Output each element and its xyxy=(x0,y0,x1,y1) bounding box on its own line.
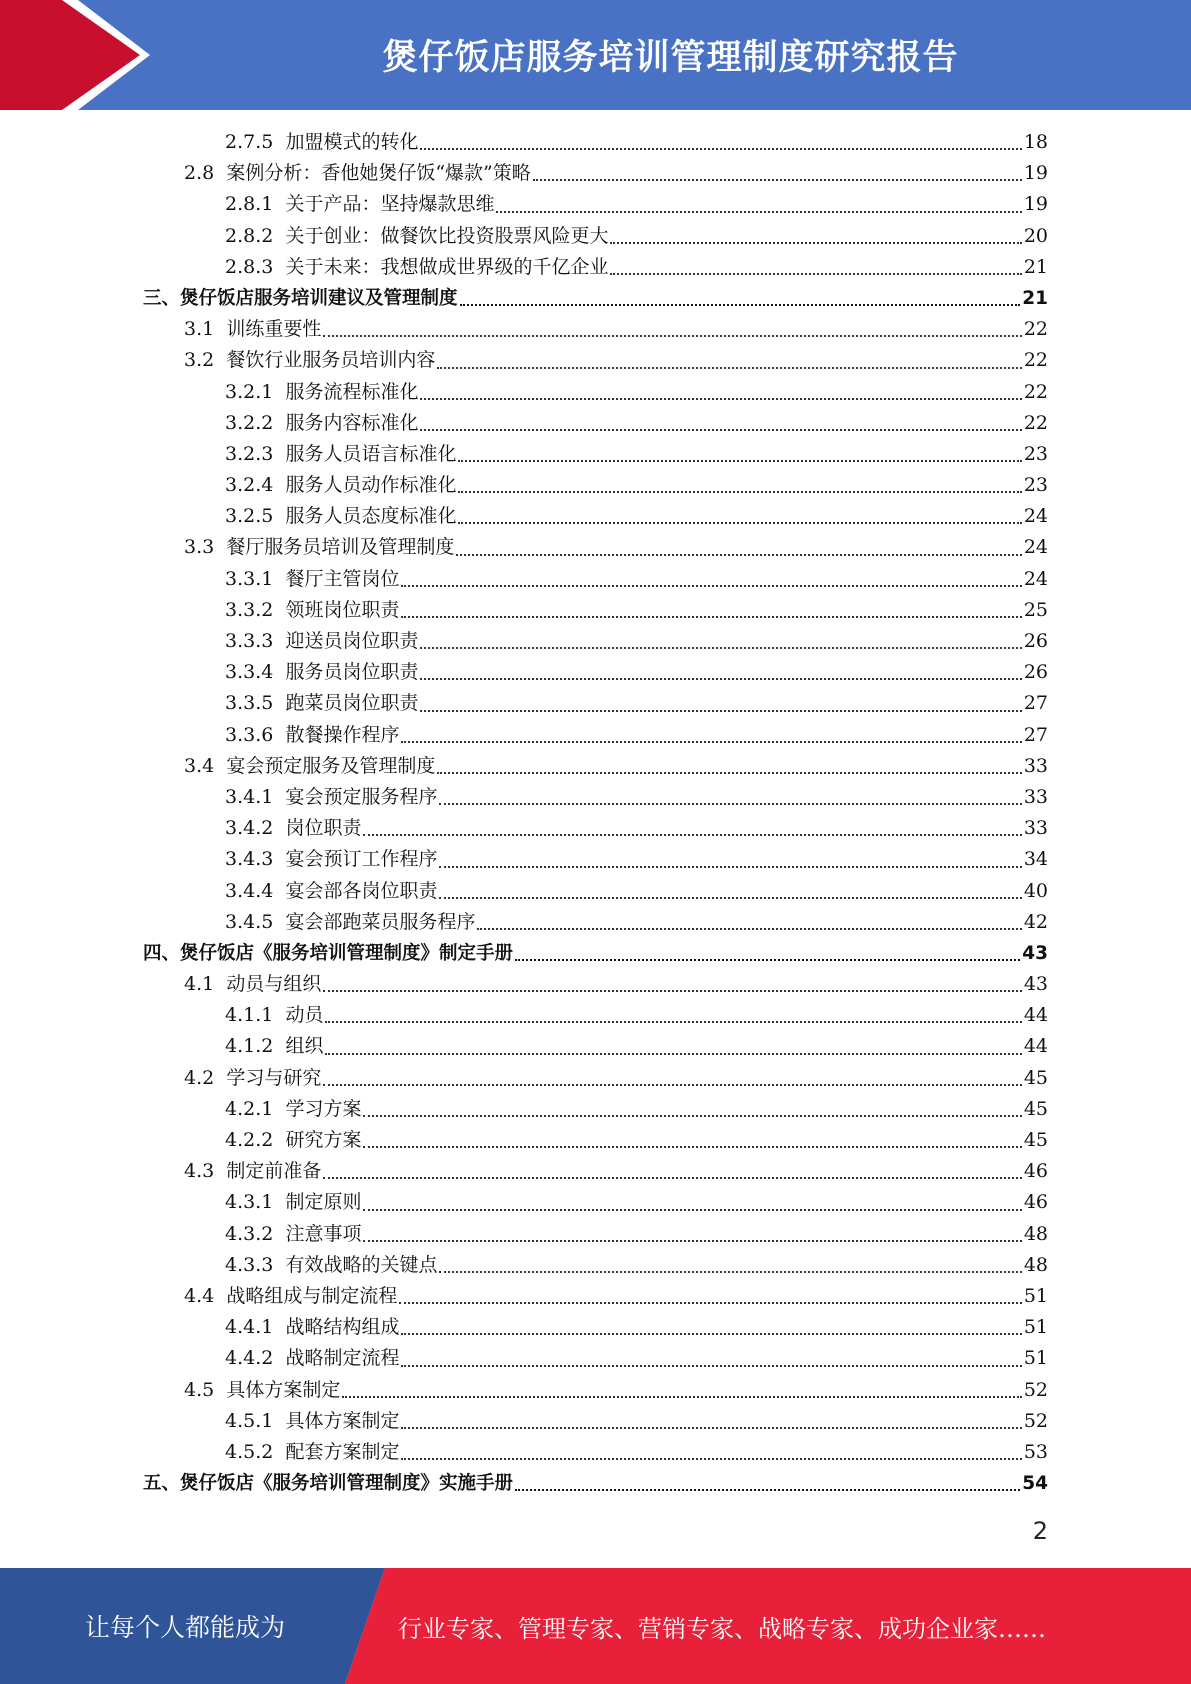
toc-entry-number: 3.3.1 xyxy=(225,567,274,590)
toc-entry-page: 51 xyxy=(1023,1316,1048,1339)
toc-entry-number: 4.1 xyxy=(184,973,215,996)
toc-entry-title: 注意事项 xyxy=(285,1222,362,1245)
toc-entry[interactable] xyxy=(0,564,1191,595)
toc-entry-title: 三、煲仔饭店服务培训建议及管理制度 xyxy=(143,287,458,309)
toc-entry-number: 4.3.2 xyxy=(225,1222,274,1245)
toc-dot-leader xyxy=(420,677,1021,680)
toc-entry[interactable] xyxy=(0,751,1191,782)
toc-entry[interactable] xyxy=(0,876,1191,907)
toc-entry[interactable] xyxy=(0,1406,1191,1437)
toc-dot-leader xyxy=(456,553,1021,556)
toc-entry-number: 2.8.1 xyxy=(225,193,274,216)
toc-entry-number: 3.4.5 xyxy=(225,910,274,933)
toc-dot-leader xyxy=(363,833,1021,836)
toc-entry-title: 加盟模式的转化 xyxy=(285,131,419,153)
toc-entry-number: 3.3 xyxy=(184,536,215,559)
toc-dot-leader xyxy=(477,927,1021,930)
toc-dot-leader xyxy=(439,802,1021,805)
toc-entry-page: 46 xyxy=(1023,1160,1048,1183)
toc-entry-number: 3.3.5 xyxy=(225,692,274,715)
toc-entry-title: 战略结构组成 xyxy=(285,1316,400,1339)
toc-dot-leader xyxy=(515,1488,1020,1491)
toc-dot-leader xyxy=(323,1083,1021,1086)
toc-dot-leader xyxy=(401,1457,1021,1460)
toc-entry-number: 3.3.3 xyxy=(225,630,274,652)
toc-entry-page: 26 xyxy=(1023,630,1048,652)
toc-dot-leader xyxy=(363,1145,1021,1148)
toc-entry[interactable] xyxy=(0,1219,1191,1250)
toc-dot-leader xyxy=(323,1176,1021,1179)
toc-entry-title: 训练重要性 xyxy=(226,318,322,341)
toc-dot-leader xyxy=(323,334,1021,337)
toc-entry-title: 跑菜员岗位职责 xyxy=(285,692,419,715)
toc-entry-number: 4.3.3 xyxy=(225,1253,274,1276)
toc-dot-leader xyxy=(325,1020,1021,1023)
toc-entry-number: 4.2.1 xyxy=(225,1097,274,1120)
toc-dot-leader xyxy=(458,490,1021,493)
toc-entry-page: 24 xyxy=(1023,505,1048,528)
toc-entry-page: 24 xyxy=(1023,536,1048,559)
toc-dot-leader xyxy=(363,1208,1021,1211)
toc-entry-page: 27 xyxy=(1023,692,1048,715)
toc-entry-title: 具体方案制定 xyxy=(285,1409,400,1432)
toc-entry[interactable] xyxy=(0,1000,1191,1031)
toc-entry-page: 33 xyxy=(1023,754,1048,777)
toc-entry-number: 2.7.5 xyxy=(225,131,274,153)
toc-entry[interactable] xyxy=(0,1156,1191,1187)
toc-entry-page: 25 xyxy=(1023,598,1048,621)
toc-entry-page: 33 xyxy=(1023,817,1048,840)
toc-entry-page: 46 xyxy=(1023,1191,1048,1214)
toc-entry[interactable] xyxy=(0,969,1191,1000)
page-header xyxy=(0,0,1191,110)
toc-entry-title: 迎送员岗位职责 xyxy=(285,630,419,652)
toc-entry-title: 动员 xyxy=(285,1004,324,1027)
toc-entry-title: 服务人员语言标准化 xyxy=(285,442,457,465)
footer-slogan-left: 让每个人都能成为 xyxy=(84,1613,285,1642)
toc-entry[interactable] xyxy=(0,1094,1191,1125)
toc-entry[interactable] xyxy=(0,532,1191,563)
toc-entry[interactable] xyxy=(0,314,1191,345)
toc-entry-number: 4.5.2 xyxy=(225,1440,274,1463)
toc-entry-page: 22 xyxy=(1023,349,1048,372)
toc-dot-leader xyxy=(342,1395,1021,1398)
toc-entry-number: 2.8.3 xyxy=(225,255,274,278)
toc-entry[interactable] xyxy=(0,345,1191,376)
toc-entry[interactable] xyxy=(0,127,1191,158)
toc-entry-number: 4.1.2 xyxy=(225,1035,274,1058)
toc-entry-page: 33 xyxy=(1023,785,1048,808)
toc-entry-title: 动员与组织 xyxy=(226,973,322,996)
toc-dot-leader xyxy=(496,210,1021,213)
toc-dot-leader xyxy=(401,740,1021,743)
toc-entry-title: 散餐操作程序 xyxy=(285,723,400,746)
toc-entry-title: 学习方案 xyxy=(285,1097,362,1120)
toc-entry-title: 战略制定流程 xyxy=(285,1347,400,1370)
toc-dot-leader xyxy=(401,1364,1021,1367)
toc-entry-page: 34 xyxy=(1023,848,1048,871)
toc-entry-title: 战略组成与制定流程 xyxy=(226,1284,398,1307)
toc-entry[interactable] xyxy=(0,1343,1191,1374)
toc-dot-leader xyxy=(363,1239,1021,1242)
toc-entry-page: 27 xyxy=(1023,723,1048,746)
toc-entry-page: 26 xyxy=(1023,661,1048,684)
toc-entry-number: 4.5 xyxy=(184,1378,215,1401)
toc-entry-number: 2.8.2 xyxy=(225,224,274,247)
toc-entry-page: 54 xyxy=(1022,1473,1048,1495)
toc-entry[interactable] xyxy=(0,377,1191,408)
toc-dot-leader xyxy=(420,147,1021,150)
toc-entry-number: 4.3.1 xyxy=(225,1191,274,1214)
toc-entry-number: 4.4 xyxy=(184,1284,215,1307)
toc-entry-number: 4.2.2 xyxy=(225,1129,274,1151)
toc-entry-title: 关于创业：做餐饮比投资股票风险更大 xyxy=(285,224,609,247)
toc-entry-number: 3.3.4 xyxy=(225,661,274,684)
toc-entry-page: 19 xyxy=(1023,193,1048,216)
table-of-contents xyxy=(0,127,1191,1499)
toc-entry-title: 宴会预定服务及管理制度 xyxy=(226,754,436,777)
toc-entry-number: 3.4.1 xyxy=(225,785,274,808)
toc-entry-page: 51 xyxy=(1023,1347,1048,1370)
toc-entry-title: 配套方案制定 xyxy=(285,1440,400,1463)
toc-entry-number: 3.4 xyxy=(184,754,215,777)
toc-dot-leader xyxy=(325,1052,1021,1055)
toc-entry[interactable] xyxy=(0,1312,1191,1343)
toc-entry-number: 4.2 xyxy=(184,1066,215,1089)
toc-entry-page: 22 xyxy=(1023,318,1048,341)
toc-entry-page: 43 xyxy=(1023,973,1048,996)
toc-entry[interactable] xyxy=(0,1187,1191,1218)
toc-entry[interactable] xyxy=(0,283,1191,314)
toc-entry-title: 四、煲仔饭店《服务培训管理制度》制定手册 xyxy=(143,942,514,964)
toc-entry-title: 宴会预定服务程序 xyxy=(285,785,438,808)
toc-entry[interactable] xyxy=(0,595,1191,626)
toc-entry[interactable] xyxy=(0,501,1191,532)
toc-entry-number: 2.8 xyxy=(184,162,215,185)
toc-dot-leader xyxy=(401,615,1021,618)
toc-dot-leader xyxy=(439,896,1021,899)
toc-entry[interactable] xyxy=(0,1437,1191,1468)
toc-entry-title: 关于产品：坚持爆款思维 xyxy=(285,193,495,216)
toc-entry-page: 45 xyxy=(1023,1129,1048,1151)
toc-entry-number: 4.4.2 xyxy=(225,1347,274,1370)
toc-entry-page: 44 xyxy=(1023,1035,1048,1058)
toc-entry-page: 40 xyxy=(1023,879,1048,902)
toc-entry-title: 研究方案 xyxy=(285,1129,362,1151)
toc-entry-page: 24 xyxy=(1023,567,1048,590)
toc-entry[interactable] xyxy=(0,1063,1191,1094)
toc-entry-title: 制定原则 xyxy=(285,1191,362,1214)
toc-entry-page: 43 xyxy=(1022,942,1048,964)
toc-entry[interactable] xyxy=(0,1031,1191,1062)
toc-entry-number: 3.2 xyxy=(184,349,215,372)
toc-entry-number: 3.2.1 xyxy=(225,380,274,403)
toc-dot-leader xyxy=(420,646,1021,649)
toc-dot-leader xyxy=(439,1270,1021,1273)
toc-entry-number: 3.2.2 xyxy=(225,411,274,434)
toc-entry-title: 关于未来：我想做成世界级的千亿企业 xyxy=(285,255,609,278)
toc-entry[interactable] xyxy=(0,907,1191,938)
toc-entry-number: 3.2.5 xyxy=(225,505,274,528)
toc-entry-page: 45 xyxy=(1023,1097,1048,1120)
toc-entry[interactable] xyxy=(0,439,1191,470)
toc-entry-number: 4.4.1 xyxy=(225,1316,274,1339)
toc-entry[interactable] xyxy=(0,1250,1191,1281)
toc-entry-page: 52 xyxy=(1023,1409,1048,1432)
toc-dot-leader xyxy=(420,709,1021,712)
toc-entry[interactable] xyxy=(0,1375,1191,1406)
toc-entry[interactable] xyxy=(0,813,1191,844)
toc-entry[interactable] xyxy=(0,938,1191,969)
toc-dot-leader xyxy=(610,241,1021,244)
toc-dot-leader xyxy=(401,1426,1021,1429)
toc-entry[interactable] xyxy=(0,158,1191,189)
toc-entry-title: 学习与研究 xyxy=(226,1066,322,1089)
toc-entry-page: 22 xyxy=(1023,380,1048,403)
toc-entry-title: 宴会部跑菜员服务程序 xyxy=(285,910,476,933)
toc-entry-title: 有效战略的关键点 xyxy=(285,1253,438,1276)
toc-entry-title: 服务人员态度标准化 xyxy=(285,505,457,528)
toc-entry-title: 餐厅主管岗位 xyxy=(285,567,400,590)
toc-entry-number: 3.4.4 xyxy=(225,879,274,902)
toc-entry[interactable] xyxy=(0,1468,1191,1499)
toc-entry[interactable] xyxy=(0,408,1191,439)
footer-slogan-right: 行业专家、管理专家、营销专家、战略专家、成功企业家…… xyxy=(398,1614,1046,1643)
toc-entry-title: 服务员岗位职责 xyxy=(285,661,419,684)
toc-entry[interactable] xyxy=(0,844,1191,875)
toc-entry[interactable] xyxy=(0,1125,1191,1156)
toc-entry[interactable] xyxy=(0,688,1191,719)
toc-entry-title: 具体方案制定 xyxy=(226,1378,341,1401)
toc-entry-page: 20 xyxy=(1023,224,1048,247)
toc-entry-number: 3.3.6 xyxy=(225,723,274,746)
toc-dot-leader xyxy=(437,366,1021,369)
toc-entry-number: 3.2.3 xyxy=(225,442,274,465)
page-number: 2 xyxy=(1032,1517,1048,1545)
toc-entry-page: 48 xyxy=(1023,1253,1048,1276)
toc-entry[interactable] xyxy=(0,782,1191,813)
toc-dot-leader xyxy=(437,771,1021,774)
toc-entry[interactable] xyxy=(0,626,1191,657)
toc-entry-number: 4.3 xyxy=(184,1160,215,1183)
toc-dot-leader xyxy=(515,958,1020,961)
report-title: 煲仔饭店服务培训管理制度研究报告 xyxy=(382,38,959,78)
toc-entry-number: 3.4.3 xyxy=(225,848,274,871)
toc-entry-page: 48 xyxy=(1023,1222,1048,1245)
toc-entry[interactable] xyxy=(0,221,1191,252)
toc-entry-title: 案例分析：香他她煲仔饭“爆款”策略 xyxy=(226,162,531,185)
toc-entry-page: 23 xyxy=(1023,442,1048,465)
toc-entry-page: 22 xyxy=(1023,411,1048,434)
toc-entry-title: 岗位职责 xyxy=(285,817,362,840)
toc-entry-title: 五、煲仔饭店《服务培训管理制度》实施手册 xyxy=(143,1473,514,1495)
toc-entry[interactable] xyxy=(0,720,1191,751)
toc-entry-page: 52 xyxy=(1023,1378,1048,1401)
toc-entry-page: 44 xyxy=(1023,1004,1048,1027)
toc-entry-page: 18 xyxy=(1023,131,1048,153)
toc-entry-title: 制定前准备 xyxy=(226,1160,322,1183)
toc-entry[interactable] xyxy=(0,1281,1191,1312)
toc-dot-leader xyxy=(401,1332,1021,1335)
toc-entry-title: 服务流程标准化 xyxy=(285,380,419,403)
toc-entry-title: 领班岗位职责 xyxy=(285,598,400,621)
toc-entry-page: 21 xyxy=(1023,255,1048,278)
toc-entry-title: 服务内容标准化 xyxy=(285,411,419,434)
toc-dot-leader xyxy=(458,459,1021,462)
toc-entry-number: 3.1 xyxy=(184,318,215,341)
toc-entry-title: 餐饮行业服务员培训内容 xyxy=(226,349,436,372)
toc-entry-number: 3.2.4 xyxy=(225,474,274,497)
toc-entry[interactable] xyxy=(0,470,1191,501)
toc-entry-page: 42 xyxy=(1023,910,1048,933)
toc-entry-page: 21 xyxy=(1022,287,1048,309)
toc-dot-leader xyxy=(323,989,1021,992)
toc-entry-title: 服务人员动作标准化 xyxy=(285,474,457,497)
toc-dot-leader xyxy=(458,521,1021,524)
toc-dot-leader xyxy=(439,865,1021,868)
toc-entry[interactable] xyxy=(0,657,1191,688)
toc-entry-number: 3.3.2 xyxy=(225,598,274,621)
toc-dot-leader xyxy=(363,1114,1021,1117)
toc-entry-title: 宴会部各岗位职责 xyxy=(285,879,438,902)
toc-entry-page: 51 xyxy=(1023,1284,1048,1307)
toc-entry-page: 23 xyxy=(1023,474,1048,497)
toc-dot-leader xyxy=(460,303,1021,306)
toc-dot-leader xyxy=(401,584,1021,587)
toc-entry-number: 3.4.2 xyxy=(225,817,274,840)
toc-dot-leader xyxy=(610,272,1021,275)
toc-dot-leader xyxy=(420,397,1021,400)
toc-entry[interactable] xyxy=(0,189,1191,220)
toc-entry-title: 组织 xyxy=(285,1035,324,1058)
toc-dot-leader xyxy=(533,178,1022,181)
toc-entry-page: 19 xyxy=(1023,162,1048,185)
toc-entry-title: 餐厅服务员培训及管理制度 xyxy=(226,536,455,559)
toc-dot-leader xyxy=(399,1301,1021,1304)
toc-entry-page: 53 xyxy=(1023,1440,1048,1463)
toc-entry-page: 45 xyxy=(1023,1066,1048,1089)
toc-entry-title: 宴会预订工作程序 xyxy=(285,848,438,871)
toc-entry-number: 4.1.1 xyxy=(225,1004,274,1027)
toc-entry[interactable] xyxy=(0,252,1191,283)
toc-entry-number: 4.5.1 xyxy=(225,1409,274,1432)
page-footer xyxy=(0,1568,1191,1684)
toc-dot-leader xyxy=(420,428,1021,431)
